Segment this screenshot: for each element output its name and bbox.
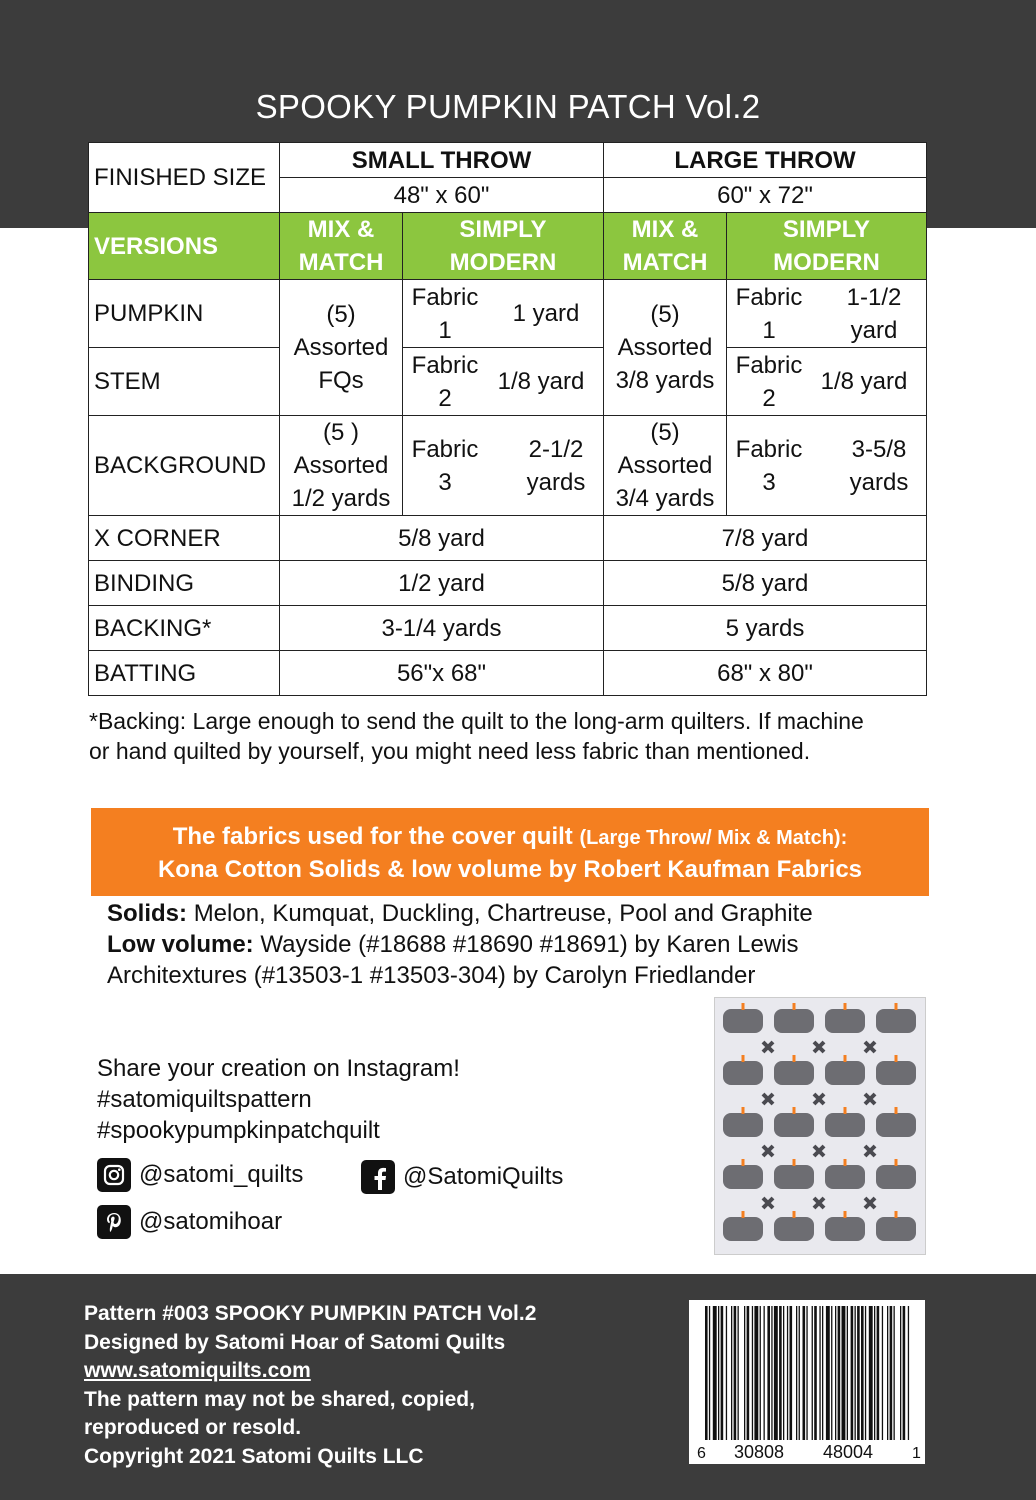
small-simply-modern-header: SIMPLY MODERN — [403, 213, 604, 280]
amount: 1 yard — [512, 300, 580, 327]
barcode-bar — [803, 1306, 806, 1456]
fabric-label: Fabric 1 — [735, 283, 803, 344]
barcode-bar — [718, 1306, 719, 1456]
pumpkin-shape — [825, 1009, 865, 1033]
stem-label: STEM — [89, 348, 280, 416]
share-line: Share your creation on Instagram! — [97, 1055, 460, 1082]
small-mix-match-header: MIX & MATCH — [280, 213, 403, 280]
pumpkin-shape — [723, 1165, 763, 1189]
versions-label: VERSIONS — [89, 213, 280, 280]
fabric-label: Fabric 3 — [735, 435, 803, 496]
barcode-bar — [814, 1306, 817, 1456]
website-link[interactable]: www.satomiquilts.com — [84, 1359, 311, 1382]
pumpkin-shape — [723, 1113, 763, 1137]
barcode-bar — [796, 1306, 797, 1456]
barcode-bar — [752, 1306, 753, 1456]
barcode-bar — [754, 1306, 758, 1456]
small-value: 5/8 yard — [280, 516, 604, 561]
pumpkin-stem-shape — [742, 1211, 745, 1218]
hashtag: #spookypumpkinpatchquilt — [97, 1117, 380, 1144]
pumpkin-shape — [774, 1113, 814, 1137]
barcode-bar — [790, 1306, 793, 1456]
hashtag: #satomiquiltspattern — [97, 1086, 312, 1113]
notice-line: The pattern may not be shared, copied, — [84, 1387, 475, 1411]
facebook-text: @SatomiQuilts — [403, 1163, 564, 1190]
pumpkin-stem-shape — [844, 1055, 847, 1062]
barcode-bar — [838, 1306, 841, 1456]
background-label: BACKGROUND — [89, 416, 280, 516]
solids-text: Melon, Kumquat, Duckling, Chartreuse, Pool and Graphite — [193, 900, 813, 927]
barcode-bar — [822, 1306, 823, 1456]
low-volume-text: Wayside (#18688 #18690 #18691) by Karen Lewis — [260, 931, 799, 958]
barcode-bar — [887, 1306, 888, 1456]
instagram-icon — [97, 1158, 131, 1192]
page-title: SPOOKY PUMPKIN PATCH Vol.2 — [255, 88, 761, 125]
small-pumpkin-cell — [403, 280, 604, 348]
barcode-bar — [709, 1306, 710, 1456]
row-label: BINDING — [89, 561, 280, 606]
barcode-bar — [851, 1306, 854, 1456]
pumpkin-shape — [774, 1009, 814, 1033]
pumpkin-shape — [825, 1217, 865, 1241]
pumpkin-shape — [876, 1113, 916, 1137]
small-throw-size: 48" x 60" — [280, 178, 604, 213]
row-label: BACKING* — [89, 606, 280, 651]
barcode-bar — [744, 1306, 745, 1456]
pumpkin-label: PUMPKIN — [89, 280, 280, 348]
barcode-bar — [764, 1306, 765, 1456]
pumpkin-stem-shape — [895, 1003, 898, 1010]
pumpkin-shape — [774, 1061, 814, 1085]
large-value: 5 yards — [604, 606, 927, 651]
pumpkin-shape — [876, 1165, 916, 1189]
pumpkin-stem-shape — [895, 1107, 898, 1114]
barcode-bar — [882, 1306, 883, 1456]
pumpkin-shape — [723, 1009, 763, 1033]
barcode-bar — [869, 1306, 873, 1456]
barcode-bar — [774, 1306, 778, 1456]
barcode-bar — [857, 1306, 860, 1456]
barcode-bar — [705, 1306, 708, 1456]
pumpkin-stem-shape — [793, 1107, 796, 1114]
pumpkin-shape — [876, 1009, 916, 1033]
finished-size-label: FINISHED SIZE — [89, 143, 280, 213]
copyright-line: Copyright 2021 Satomi Quilts LLC — [84, 1444, 424, 1468]
pumpkin-shape — [825, 1061, 865, 1085]
pumpkin-stem-shape — [742, 1003, 745, 1010]
barcode-bar — [908, 1306, 909, 1456]
pumpkin-stem-shape — [844, 1107, 847, 1114]
amount: 3-5/8 yards — [849, 435, 909, 496]
instagram-text: @satomi_quilts — [139, 1161, 304, 1188]
barcode-bar — [787, 1306, 788, 1456]
footer-text — [84, 1300, 536, 1471]
large-value: 7/8 yard — [604, 516, 927, 561]
low-volume-label: Low volume: — [107, 931, 254, 958]
pumpkin-shape — [723, 1061, 763, 1085]
small-mix-background: (5 ) Assorted 1/2 yards — [280, 416, 403, 516]
pinterest-icon — [97, 1205, 131, 1239]
small-value: 1/2 yard — [280, 561, 604, 606]
row-label: X CORNER — [89, 516, 280, 561]
fabric-label: Fabric 3 — [411, 435, 479, 496]
amount: 1/8 yard — [497, 368, 585, 395]
barcode-bar — [900, 1306, 901, 1456]
pinterest-text: @satomihoar — [139, 1208, 283, 1235]
barcode-bar — [726, 1306, 727, 1456]
barcode-bar — [783, 1306, 784, 1456]
barcode-bar — [865, 1306, 866, 1456]
amount: 1/8 yard — [820, 368, 908, 395]
banner-line2: Kona Cotton Solids & low volume by Robert Kaufman Fabrics — [157, 856, 863, 883]
designer-line: Designed by Satomi Hoar of Satomi Quilts — [84, 1330, 506, 1354]
pumpkin-stem-shape — [844, 1003, 847, 1010]
pumpkin-stem-shape — [844, 1211, 847, 1218]
pumpkin-stem-shape — [742, 1107, 745, 1114]
barcode-bar — [799, 1306, 800, 1456]
barcode-bar — [826, 1306, 830, 1456]
large-throw-header: LARGE THROW — [604, 143, 927, 178]
pumpkin-stem-shape — [895, 1211, 898, 1218]
banner-line1-small: (Large Throw/ Mix & Match): — [579, 827, 848, 849]
pumpkin-stem-shape — [742, 1159, 745, 1166]
pumpkin-stem-shape — [793, 1055, 796, 1062]
large-stem-cell — [727, 348, 927, 416]
barcode-bar — [903, 1306, 906, 1456]
small-value: 3-1/4 yards — [280, 606, 604, 651]
large-mix-match-header: MIX & MATCH — [604, 213, 727, 280]
barcode-bar — [721, 1306, 724, 1456]
barcode-digit: 30808 — [734, 1442, 785, 1462]
row-label: BATTING — [89, 651, 280, 696]
banner-line1: The fabrics used for the cover quilt — [172, 823, 573, 850]
large-mix-background: (5) Assorted 3/4 yards — [604, 416, 727, 516]
large-pumpkin-cell — [727, 280, 927, 348]
barcode-digit: 1 — [912, 1445, 921, 1462]
pumpkin-stem-shape — [844, 1159, 847, 1166]
share-block — [97, 1053, 460, 1146]
barcode-bar — [835, 1306, 836, 1456]
solids-label: Solids: — [107, 900, 188, 927]
barcode-bar — [877, 1306, 880, 1456]
barcode-bar — [847, 1306, 848, 1456]
barcode-bar — [747, 1306, 750, 1456]
fabric-requirements-table — [88, 142, 927, 696]
barcode-bar — [861, 1306, 864, 1456]
fabric-label: Fabric 2 — [411, 351, 479, 412]
barcode-bar — [738, 1306, 739, 1456]
barcode-bar — [806, 1306, 807, 1456]
pumpkin-stem-shape — [793, 1003, 796, 1010]
large-simply-modern-header: SIMPLY MODERN — [727, 213, 927, 280]
barcode-bar — [890, 1306, 893, 1456]
pumpkin-shape — [825, 1165, 865, 1189]
barcode-bar — [779, 1306, 782, 1456]
facebook-icon — [361, 1160, 395, 1194]
pumpkin-shape — [876, 1217, 916, 1241]
barcode-digit: 48004 — [823, 1442, 874, 1462]
barcode-bar — [734, 1306, 737, 1456]
backing-note: *Backing: Large enough to send the quilt to the long-arm quilters. If machine or hand quilted by yourself, you might need less fabric than mentioned. — [89, 708, 864, 764]
pumpkin-stem-shape — [895, 1159, 898, 1166]
barcode-bar — [760, 1306, 761, 1456]
large-value: 5/8 yard — [604, 561, 927, 606]
pumpkin-shape — [774, 1165, 814, 1189]
small-value: 56"x 68" — [280, 651, 604, 696]
architextures-text: Architextures (#13503-1 #13503-304) by Carolyn Friedlander — [107, 962, 756, 989]
barcode-bar — [812, 1306, 813, 1456]
notice-line: reproduced or resold. — [84, 1416, 302, 1439]
amount: 1-1/2 yard — [846, 283, 902, 344]
barcode-bar — [771, 1306, 772, 1456]
large-mix-pumpkin-stem: (5) Assorted 3/8 yards — [604, 280, 727, 416]
large-throw-size: 60" x 72" — [604, 178, 927, 213]
pumpkin-stem-shape — [793, 1211, 796, 1218]
pumpkin-shape — [723, 1217, 763, 1241]
cover-fabric-banner — [91, 808, 929, 896]
pattern-line: Pattern #003 SPOOKY PUMPKIN PATCH Vol.2 — [84, 1302, 537, 1325]
small-throw-header: SMALL THROW — [280, 143, 604, 178]
barcode-bar — [819, 1306, 820, 1456]
pumpkin-stem-shape — [793, 1159, 796, 1166]
barcode-bar — [713, 1306, 717, 1456]
barcode-bar — [842, 1306, 846, 1456]
barcode-bar — [874, 1306, 875, 1456]
small-mix-pumpkin-stem: (5) Assorted FQs — [280, 280, 403, 416]
amount: 2-1/2 yards — [526, 435, 586, 496]
fabric-label: Fabric 2 — [735, 351, 803, 412]
quilt-cover-image — [714, 997, 926, 1255]
pumpkin-shape — [876, 1061, 916, 1085]
barcode-bar — [731, 1306, 732, 1456]
facebook-handle[interactable] — [361, 1160, 563, 1194]
barcode-bar — [894, 1306, 895, 1456]
pinterest-handle[interactable] — [97, 1205, 282, 1239]
pumpkin-shape — [774, 1217, 814, 1241]
barcode-bar — [855, 1306, 856, 1456]
pumpkin-stem-shape — [895, 1055, 898, 1062]
pumpkin-shape — [825, 1113, 865, 1137]
barcode-bar — [767, 1306, 770, 1456]
large-background-cell — [727, 416, 927, 516]
instagram-handle[interactable] — [97, 1158, 303, 1192]
barcode-digit: 6 — [697, 1445, 706, 1462]
small-stem-cell — [403, 348, 604, 416]
large-value: 68" x 80" — [604, 651, 927, 696]
small-background-cell — [403, 416, 604, 516]
fabric-list — [107, 898, 927, 991]
barcode-bar — [831, 1306, 832, 1456]
pumpkin-stem-shape — [742, 1055, 745, 1062]
barcode-image — [689, 1300, 925, 1464]
fabric-label: Fabric 1 — [411, 283, 479, 344]
